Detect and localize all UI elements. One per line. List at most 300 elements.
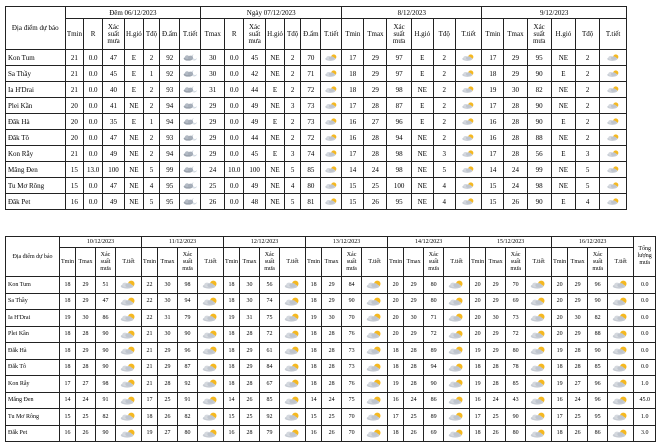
cell-value: 84 [260, 359, 280, 376]
weather-icon-cell [180, 162, 201, 178]
cell-value: 26 [158, 409, 178, 426]
cell-value: 21 [65, 82, 84, 98]
cell-value: 24 [322, 392, 342, 409]
column-header: Tmax [568, 248, 588, 277]
cell-value: 21 [142, 376, 158, 393]
cell-value: 26 [240, 392, 260, 409]
cell-value: 18 [60, 277, 76, 294]
cell-value: 16 [224, 425, 240, 442]
column-header: Tmin [552, 248, 568, 277]
partly-cloudy-sun-icon [528, 312, 549, 323]
cell-value: 92 [160, 66, 180, 82]
weather-icon-cell [444, 376, 470, 393]
total-rain-value: 1.0 [634, 376, 656, 393]
weather-icon-cell [321, 130, 342, 146]
cell-value: 5 [143, 162, 160, 178]
partly-cloudy-sun-icon [282, 362, 303, 373]
cell-value: 90 [96, 343, 116, 360]
weather-icon-cell [116, 425, 142, 442]
cell-value: NE [266, 194, 285, 210]
weather-icon-cell [116, 310, 142, 327]
cell-value: 29 [201, 146, 225, 162]
partly-cloudy-sun-icon [118, 329, 139, 340]
cell-value: 15 [224, 409, 240, 426]
cell-value: 2 [143, 82, 160, 98]
cell-value: NE [411, 130, 433, 146]
cell-value: 28 [240, 376, 260, 393]
cell-value: 81 [301, 194, 321, 210]
cell-value: 80 [301, 178, 321, 194]
cell-value: 28 [158, 376, 178, 393]
partly-cloudy-sun-icon [200, 329, 221, 340]
cell-value: 96 [588, 277, 608, 294]
day-header: 15/12/2023 [470, 237, 552, 248]
cell-value: 30 [568, 310, 588, 327]
cell-value: 4 [143, 178, 160, 194]
cell-value: 2 [433, 114, 455, 130]
cell-value: 0.0 [84, 146, 103, 162]
partly-cloudy-sun-icon [605, 196, 622, 207]
cell-value: 80 [506, 425, 526, 442]
cell-value: 20 [65, 114, 84, 130]
partly-cloudy-sun-icon [610, 279, 631, 290]
cell-value: 25 [76, 409, 96, 426]
cell-value: 70 [342, 310, 362, 327]
weather-icon-cell [608, 425, 634, 442]
partly-cloudy-sun-icon [446, 312, 467, 323]
cell-value: 2 [433, 66, 455, 82]
location-name: Đăk Pet [6, 194, 66, 210]
weather-icon-cell [321, 98, 342, 114]
cell-value: 82 [96, 409, 116, 426]
location-name: Kon Rẫy [6, 146, 66, 162]
weather-icon-cell [116, 343, 142, 360]
cell-value: 18 [306, 376, 322, 393]
partly-cloudy-sun-icon [323, 100, 340, 111]
cell-value: 3 [284, 98, 301, 114]
weather-icon-cell [444, 392, 470, 409]
cell-value: 74 [301, 146, 321, 162]
partly-cloudy-sun-icon [323, 52, 340, 63]
partly-cloudy-sun-icon [200, 378, 221, 389]
partly-cloudy-sun-icon [323, 164, 340, 175]
weather-icon-cell [455, 50, 482, 66]
weather-icon-cell [362, 376, 388, 393]
weather-icon-cell [600, 178, 627, 194]
weather-icon-cell [455, 98, 482, 114]
cell-value: 18 [306, 359, 322, 376]
cell-value: 61 [260, 343, 280, 360]
cell-value: 90 [588, 293, 608, 310]
cell-value: 15 [65, 178, 84, 194]
cell-value: 49 [103, 194, 125, 210]
column-header: Tđộ [576, 19, 600, 50]
weather-icon-cell [600, 82, 627, 98]
table-row [6, 162, 627, 178]
cell-value: 90 [527, 194, 551, 210]
cell-value: 97 [387, 66, 411, 82]
cell-value: 29 [76, 277, 96, 294]
cell-value: 29 [322, 277, 342, 294]
weather-icon-cell [180, 114, 201, 130]
cell-value: 17 [482, 98, 504, 114]
weather-icon-cell [526, 310, 552, 327]
partly-cloudy-sun-icon [282, 411, 303, 422]
cell-value: 29 [240, 359, 260, 376]
partly-cloudy-sun-icon [200, 279, 221, 290]
cell-value: 29 [568, 326, 588, 343]
weather-icon-cell [444, 425, 470, 442]
location-name: Đăk Tô [6, 130, 66, 146]
partly-cloudy-sun-icon [605, 84, 622, 95]
cell-value: 18 [342, 82, 364, 98]
cell-value: NE [125, 130, 144, 146]
column-header: Xác suất mưa [342, 248, 362, 277]
cell-value: 2 [143, 50, 160, 66]
cell-value: 2 [433, 50, 455, 66]
cell-value: 3 [284, 146, 301, 162]
partly-cloudy-sun-icon [282, 395, 303, 406]
cell-value: 2 [284, 114, 301, 130]
column-header: Tmin [142, 248, 158, 277]
cell-value: 29 [504, 50, 527, 66]
column-header: Tmin [306, 248, 322, 277]
cell-value: 45 [244, 50, 266, 66]
cell-value: 1 [143, 114, 160, 130]
cell-value: 89 [424, 409, 444, 426]
cell-value: 30 [158, 293, 178, 310]
column-header: R [84, 19, 103, 50]
column-header: Xác suất mưa [387, 19, 411, 50]
partly-cloudy-sun-icon [605, 68, 622, 79]
cell-value: NE [266, 162, 285, 178]
cell-value: 2 [284, 66, 301, 82]
partly-cloudy-sun-icon [460, 100, 477, 111]
column-header: T.tiết [444, 248, 470, 277]
cell-value: 19 [224, 310, 240, 327]
cell-value: 0.0 [84, 130, 103, 146]
table-row [6, 359, 656, 376]
cell-value: 2 [284, 82, 301, 98]
cell-value: 28 [486, 376, 506, 393]
cell-value: 90 [96, 425, 116, 442]
partly-cloudy-sun-icon [364, 428, 385, 439]
cell-value: 0.0 [84, 194, 103, 210]
cell-value: 15 [306, 409, 322, 426]
cell-value: 80 [178, 425, 198, 442]
cell-value: 0.0 [225, 50, 244, 66]
cell-value: 26 [404, 425, 424, 442]
cell-value: 28 [404, 376, 424, 393]
cell-value: 4 [433, 194, 455, 210]
partly-cloudy-sun-icon [605, 100, 622, 111]
cell-value: E [551, 66, 575, 82]
cell-value: 98 [96, 376, 116, 393]
partly-cloudy-sun-icon [610, 329, 631, 340]
cell-value: 18 [142, 409, 158, 426]
day-header: Đêm 06/12/2023 [65, 7, 201, 19]
cell-value: 82 [178, 409, 198, 426]
partly-cloudy-sun-icon [118, 378, 139, 389]
cell-value: 40 [103, 82, 125, 98]
cell-value: 28 [240, 326, 260, 343]
cell-value: 94 [160, 98, 180, 114]
cell-value: 29 [240, 343, 260, 360]
cell-value: 56 [260, 277, 280, 294]
cell-value: 98 [387, 82, 411, 98]
weather-icon-cell [526, 293, 552, 310]
cell-value: 28 [404, 343, 424, 360]
cell-value: NE [266, 178, 285, 194]
cell-value: 69 [424, 425, 444, 442]
partly-cloudy-sun-icon [364, 279, 385, 290]
weather-icon-cell [362, 425, 388, 442]
cell-value: 80 [424, 293, 444, 310]
partly-cloudy-sun-icon [323, 68, 340, 79]
cell-value: 30 [158, 277, 178, 294]
cell-value: 17 [142, 392, 158, 409]
column-header: Xác suất mưa [424, 248, 444, 277]
cell-value: NE [125, 98, 144, 114]
partly-cloudy-sun-icon [528, 345, 549, 356]
cell-value: 24 [201, 162, 225, 178]
cell-value: 17 [482, 50, 504, 66]
cell-value: 2 [433, 130, 455, 146]
partly-cloudy-sun-icon [605, 164, 622, 175]
total-rain-header: Tổng lượng mưa [634, 237, 656, 277]
weather-icon-cell [608, 310, 634, 327]
cell-value: 20 [470, 293, 486, 310]
cell-value: 17 [552, 409, 568, 426]
cell-value: 30 [201, 66, 225, 82]
cell-value: 18 [388, 343, 404, 360]
cell-value: 30 [76, 310, 96, 327]
weather-icon-cell [455, 194, 482, 210]
cell-value: 18 [224, 376, 240, 393]
cell-value: 28 [504, 114, 527, 130]
cell-value: 20 [470, 310, 486, 327]
weather-icon-cell [198, 343, 224, 360]
location-name: Ia H'Drai [6, 310, 60, 327]
weather-icon-cell [280, 343, 306, 360]
cell-value: 20 [388, 293, 404, 310]
cell-value: 75 [342, 392, 362, 409]
partly-cloudy-sun-icon [282, 428, 303, 439]
cell-value: 90 [527, 114, 551, 130]
cell-value: E [125, 50, 144, 66]
partly-cloudy-sun-icon [364, 378, 385, 389]
cell-value: 16 [482, 114, 504, 130]
cell-value: 73 [301, 114, 321, 130]
cell-value: 95 [160, 178, 180, 194]
forecast-table-short-range [5, 6, 627, 210]
cell-value: 15 [60, 409, 76, 426]
partly-cloudy-sun-icon [118, 312, 139, 323]
cell-value: 19 [482, 82, 504, 98]
weather-icon-cell [280, 310, 306, 327]
partly-cloudy-sun-icon [446, 329, 467, 340]
partly-cloudy-sun-icon [200, 296, 221, 307]
column-header: Tđộ [143, 19, 160, 50]
cell-value: 94 [424, 359, 444, 376]
cell-value: 5 [576, 162, 600, 178]
cell-value: 10.0 [225, 162, 244, 178]
cell-value: E [411, 66, 433, 82]
cell-value: 25 [404, 409, 424, 426]
cell-value: 29 [364, 82, 387, 98]
weather-icon-cell [198, 277, 224, 294]
cell-value: 31 [240, 310, 260, 327]
cell-value: 18 [60, 343, 76, 360]
cell-value: 49 [244, 98, 266, 114]
cell-value: 29 [158, 359, 178, 376]
cell-value: 0.0 [225, 130, 244, 146]
cell-value: 82 [588, 310, 608, 327]
column-header: Xác suất mưa [244, 19, 266, 50]
cell-value: 20 [470, 326, 486, 343]
weather-icon-cell [180, 50, 201, 66]
partly-cloudy-sun-icon [364, 329, 385, 340]
cloudy-night-icon [182, 68, 199, 79]
cell-value: 31 [158, 310, 178, 327]
partly-cloudy-sun-icon [460, 132, 477, 143]
column-header: Đ.ẩm [301, 19, 321, 50]
table-row [6, 409, 656, 426]
cell-value: 14 [60, 392, 76, 409]
partly-cloudy-sun-icon [610, 395, 631, 406]
weather-icon-cell [116, 293, 142, 310]
cell-value: 18 [470, 425, 486, 442]
partly-cloudy-sun-icon [446, 362, 467, 373]
partly-cloudy-sun-icon [364, 362, 385, 373]
cell-value: 20 [552, 277, 568, 294]
partly-cloudy-sun-icon [446, 411, 467, 422]
total-rain-value: 0.0 [634, 359, 656, 376]
cell-value: 2 [576, 82, 600, 98]
weather-icon-cell [198, 326, 224, 343]
cell-value: 2 [576, 66, 600, 82]
cell-value: 69 [506, 293, 526, 310]
cell-value: 88 [527, 130, 551, 146]
cell-value: 20 [470, 277, 486, 294]
table-row [6, 178, 627, 194]
cell-value: 84 [342, 277, 362, 294]
cell-value: E [125, 114, 144, 130]
weather-icon-cell [198, 409, 224, 426]
partly-cloudy-sun-icon [605, 132, 622, 143]
cell-value: 29 [504, 66, 527, 82]
partly-cloudy-sun-icon [118, 395, 139, 406]
weather-icon-cell [280, 326, 306, 343]
cell-value: 44 [244, 130, 266, 146]
cell-value: E [551, 194, 575, 210]
partly-cloudy-sun-icon [610, 428, 631, 439]
partly-cloudy-sun-icon [364, 312, 385, 323]
table-row [6, 114, 627, 130]
cell-value: 51 [96, 277, 116, 294]
cell-value: 95 [588, 409, 608, 426]
weather-icon-cell [600, 130, 627, 146]
weather-icon-cell [526, 326, 552, 343]
cell-value: 95 [387, 194, 411, 210]
partly-cloudy-sun-icon [605, 180, 622, 191]
column-header: Đ.ẩm [160, 19, 180, 50]
column-header: T.tiết [362, 248, 388, 277]
weather-icon-cell [455, 146, 482, 162]
cell-value: NE [551, 130, 575, 146]
partly-cloudy-sun-icon [460, 68, 477, 79]
location-name: Kon Tum [6, 277, 60, 294]
cell-value: 17 [482, 146, 504, 162]
cell-value: 91 [96, 392, 116, 409]
weather-icon-cell [444, 359, 470, 376]
column-header: Tmax [201, 19, 225, 50]
cell-value: 70 [342, 409, 362, 426]
cell-value: 17 [342, 98, 364, 114]
cell-value: 4 [284, 178, 301, 194]
cell-value: 45 [103, 66, 125, 82]
cell-value: 99 [527, 162, 551, 178]
weather-icon-cell [180, 194, 201, 210]
cell-value: 20 [388, 326, 404, 343]
weather-icon-cell [526, 425, 552, 442]
cell-value: 16 [65, 194, 84, 210]
weather-icon-cell [280, 392, 306, 409]
cell-value: 5 [576, 178, 600, 194]
cell-value: 86 [588, 425, 608, 442]
cell-value: 25 [486, 409, 506, 426]
weather-icon-cell [321, 162, 342, 178]
cell-value: 3 [576, 146, 600, 162]
cell-value: 88 [588, 326, 608, 343]
cell-value: 28 [322, 326, 342, 343]
cell-value: 18 [224, 343, 240, 360]
cell-value: 71 [424, 310, 444, 327]
column-header: H.gió [411, 19, 433, 50]
cell-value: 44 [244, 82, 266, 98]
cell-value: 18 [224, 293, 240, 310]
cell-value: 98 [527, 178, 551, 194]
partly-cloudy-sun-icon [118, 428, 139, 439]
cell-value: NE [125, 146, 144, 162]
partly-cloudy-sun-icon [528, 296, 549, 307]
cell-value: 26 [486, 425, 506, 442]
column-header: Tmax [364, 19, 387, 50]
column-header: Xác suất mưa [96, 248, 116, 277]
weather-icon-cell [608, 293, 634, 310]
cell-value: 18 [60, 293, 76, 310]
weather-icon-cell [444, 409, 470, 426]
cell-value: E [411, 114, 433, 130]
cell-value: 25 [568, 409, 588, 426]
cell-value: 90 [178, 326, 198, 343]
cell-value: 80 [506, 343, 526, 360]
table-row [6, 50, 627, 66]
weather-icon-cell [321, 50, 342, 66]
cell-value: 0.0 [225, 178, 244, 194]
cloudy-night-icon [182, 132, 199, 143]
cell-value: 28 [504, 130, 527, 146]
cell-value: 48 [244, 194, 266, 210]
cell-value: 29 [322, 293, 342, 310]
weather-icon-cell [116, 409, 142, 426]
weather-icon-cell [444, 293, 470, 310]
total-rain-value: 0.0 [634, 277, 656, 294]
cell-value: 29 [568, 277, 588, 294]
cell-value: NE [125, 194, 144, 210]
partly-cloudy-sun-icon [282, 279, 303, 290]
total-rain-value: 0.0 [634, 343, 656, 360]
